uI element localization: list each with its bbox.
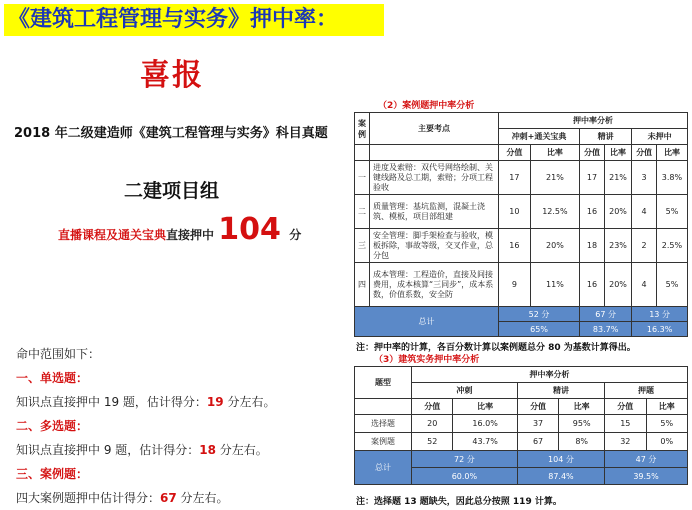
sub-ratio: 比率 — [604, 145, 631, 161]
headline: 喜报 — [140, 58, 204, 93]
col-sprint: 冲刺 — [412, 383, 518, 399]
table-row — [355, 195, 688, 229]
topic-cell: 成本管理：工程造价，直接及间接费用，成本核算“三同步”，成本系数，价值系数，安全防 — [370, 263, 499, 307]
value-cell: 17 — [499, 161, 531, 195]
section-score: 18 — [199, 443, 216, 457]
section-head: 三、案例题： — [16, 467, 89, 481]
sub-score: 分值 — [499, 145, 531, 161]
value-cell: 20% — [604, 263, 631, 307]
section-text: 知识点直接押中 9 题，估计得分： — [16, 443, 200, 457]
table1-caption: （2）案例题押中率分析 — [378, 101, 475, 111]
type-cell: 选择题 — [355, 415, 412, 433]
value-cell: 11% — [530, 263, 579, 307]
value-cell: 2.5% — [656, 229, 687, 263]
value-cell: 95% — [559, 415, 605, 433]
section-text: 知识点直接押中 19 题，估计得分： — [16, 395, 207, 409]
total-value: 104 分 — [517, 451, 604, 468]
col-sprint: 冲刺+通关宝典 — [499, 129, 580, 145]
total-ratio: 60.0% — [412, 468, 518, 485]
value-cell: 20% — [604, 195, 631, 229]
total-ratio: 16.3% — [632, 322, 688, 337]
value-cell: 37 — [517, 415, 558, 433]
group-name: 二建项目组 — [124, 180, 220, 202]
col-case: 案例 — [355, 113, 370, 145]
value-cell: 10 — [499, 195, 531, 229]
exam-title: 2018 年二级建造师《建筑工程管理与实务》科目真题 — [14, 126, 328, 141]
table2-note: 注：选择题 13 题缺失，因此总分按照 119 计算。 — [356, 497, 562, 507]
value-cell: 5% — [656, 195, 687, 229]
value-cell: 0% — [646, 433, 688, 451]
case-number: 二 — [355, 195, 370, 229]
total-ratio: 87.4% — [517, 468, 604, 485]
topic-cell: 安全管理：脚手架检查与验收，模板拆除，事故等级，交叉作业，总分包 — [370, 229, 499, 263]
overall-hit-table — [354, 366, 688, 485]
value-cell: 43.7% — [453, 433, 517, 451]
total-value: 13 分 — [632, 307, 688, 322]
value-cell: 16.0% — [453, 415, 517, 433]
case-hit-table — [354, 112, 688, 337]
value-cell: 3 — [632, 161, 657, 195]
hit-unit: 分 — [289, 228, 302, 242]
total-value: 52 分 — [499, 307, 580, 322]
value-cell: 20 — [412, 415, 453, 433]
value-cell: 17 — [580, 161, 605, 195]
total-row — [355, 307, 688, 322]
blank-cell — [370, 145, 499, 161]
case-number: 四 — [355, 263, 370, 307]
value-cell: 3.8% — [656, 161, 687, 195]
value-cell: 4 — [632, 263, 657, 307]
sub-ratio: 比率 — [559, 399, 605, 415]
value-cell: 32 — [605, 433, 646, 451]
value-cell: 5% — [656, 263, 687, 307]
total-label: 总计 — [355, 307, 499, 337]
blank-cell — [355, 399, 412, 415]
value-cell: 16 — [580, 195, 605, 229]
sub-ratio: 比率 — [646, 399, 688, 415]
topic-cell: 进度及索赔：双代号网络绘制、关键线路及总工期，索赔；分项工程验收 — [370, 161, 499, 195]
section-line — [16, 390, 275, 414]
value-cell: 23% — [604, 229, 631, 263]
total-value: 47 分 — [605, 451, 688, 468]
scope-block — [16, 342, 275, 510]
section-line — [16, 486, 275, 510]
section-text-end: 分左右。 — [227, 395, 276, 409]
section-head: 二、多选题： — [16, 419, 89, 433]
total-label: 总计 — [355, 451, 412, 485]
value-cell: 18 — [580, 229, 605, 263]
value-cell: 67 — [517, 433, 558, 451]
total-ratio: 65% — [499, 322, 580, 337]
value-cell: 20% — [530, 229, 579, 263]
hit-number: 104 — [218, 212, 281, 247]
col-group: 押中率分析 — [499, 113, 688, 129]
value-cell: 21% — [530, 161, 579, 195]
col-lecture: 精讲 — [517, 383, 604, 399]
sub-ratio: 比率 — [453, 399, 517, 415]
value-cell: 52 — [412, 433, 453, 451]
topic-cell: 质量管理：基坑监测，混凝土浇筑、模板，项目部组建 — [370, 195, 499, 229]
col-topic: 主要考点 — [370, 113, 499, 145]
total-value: 67 分 — [580, 307, 632, 322]
banner-title: 《建筑工程管理与实务》押中率： — [4, 4, 384, 36]
col-predict: 押题 — [605, 383, 688, 399]
value-cell: 4 — [632, 195, 657, 229]
total-value: 72 分 — [412, 451, 518, 468]
total-ratio: 83.7% — [580, 322, 632, 337]
table-row — [355, 415, 688, 433]
case-number: 三 — [355, 229, 370, 263]
table2-caption: （3）建筑实务押中率分析 — [374, 355, 480, 365]
section-head: 一、单选题： — [16, 371, 89, 385]
col-type: 题型 — [355, 367, 412, 399]
sub-ratio: 比率 — [656, 145, 687, 161]
blank-cell — [355, 145, 370, 161]
case-number: 一 — [355, 161, 370, 195]
value-cell: 9 — [499, 263, 531, 307]
type-cell: 案例题 — [355, 433, 412, 451]
total-ratio: 39.5% — [605, 468, 688, 485]
sub-ratio: 比率 — [530, 145, 579, 161]
sub-score: 分值 — [580, 145, 605, 161]
hit-middle: 直接押中 — [166, 228, 215, 242]
value-cell: 21% — [604, 161, 631, 195]
value-cell: 5% — [646, 415, 688, 433]
col-miss: 未押中 — [632, 129, 688, 145]
value-cell: 8% — [559, 433, 605, 451]
sub-score: 分值 — [632, 145, 657, 161]
total-row — [355, 451, 688, 468]
value-cell: 2 — [632, 229, 657, 263]
value-cell: 15 — [605, 415, 646, 433]
sub-score: 分值 — [605, 399, 646, 415]
section-text-end: 分左右。 — [219, 443, 268, 457]
section-text-end: 分左右。 — [180, 491, 229, 505]
hit-prefix: 直播课程及通关宝典 — [58, 228, 167, 242]
sub-score: 分值 — [412, 399, 453, 415]
table-row — [355, 433, 688, 451]
section-score: 67 — [160, 491, 177, 505]
value-cell: 12.5% — [530, 195, 579, 229]
col-lecture: 精讲 — [580, 129, 632, 145]
value-cell: 16 — [499, 229, 531, 263]
table1-note: 注：押中率的计算，各百分数计算以案例题总分 80 为基数计算得出。 — [356, 343, 636, 353]
col-group: 押中率分析 — [412, 367, 688, 383]
section-text: 四大案例题押中估计得分： — [16, 491, 161, 505]
section-score: 19 — [206, 395, 224, 409]
table-row — [355, 229, 688, 263]
section-line — [16, 438, 275, 462]
sub-score: 分值 — [517, 399, 558, 415]
table-row — [355, 161, 688, 195]
table-row — [355, 263, 688, 307]
value-cell: 16 — [580, 263, 605, 307]
hit-summary — [58, 212, 301, 247]
scope-title: 命中范围如下： — [16, 347, 101, 361]
